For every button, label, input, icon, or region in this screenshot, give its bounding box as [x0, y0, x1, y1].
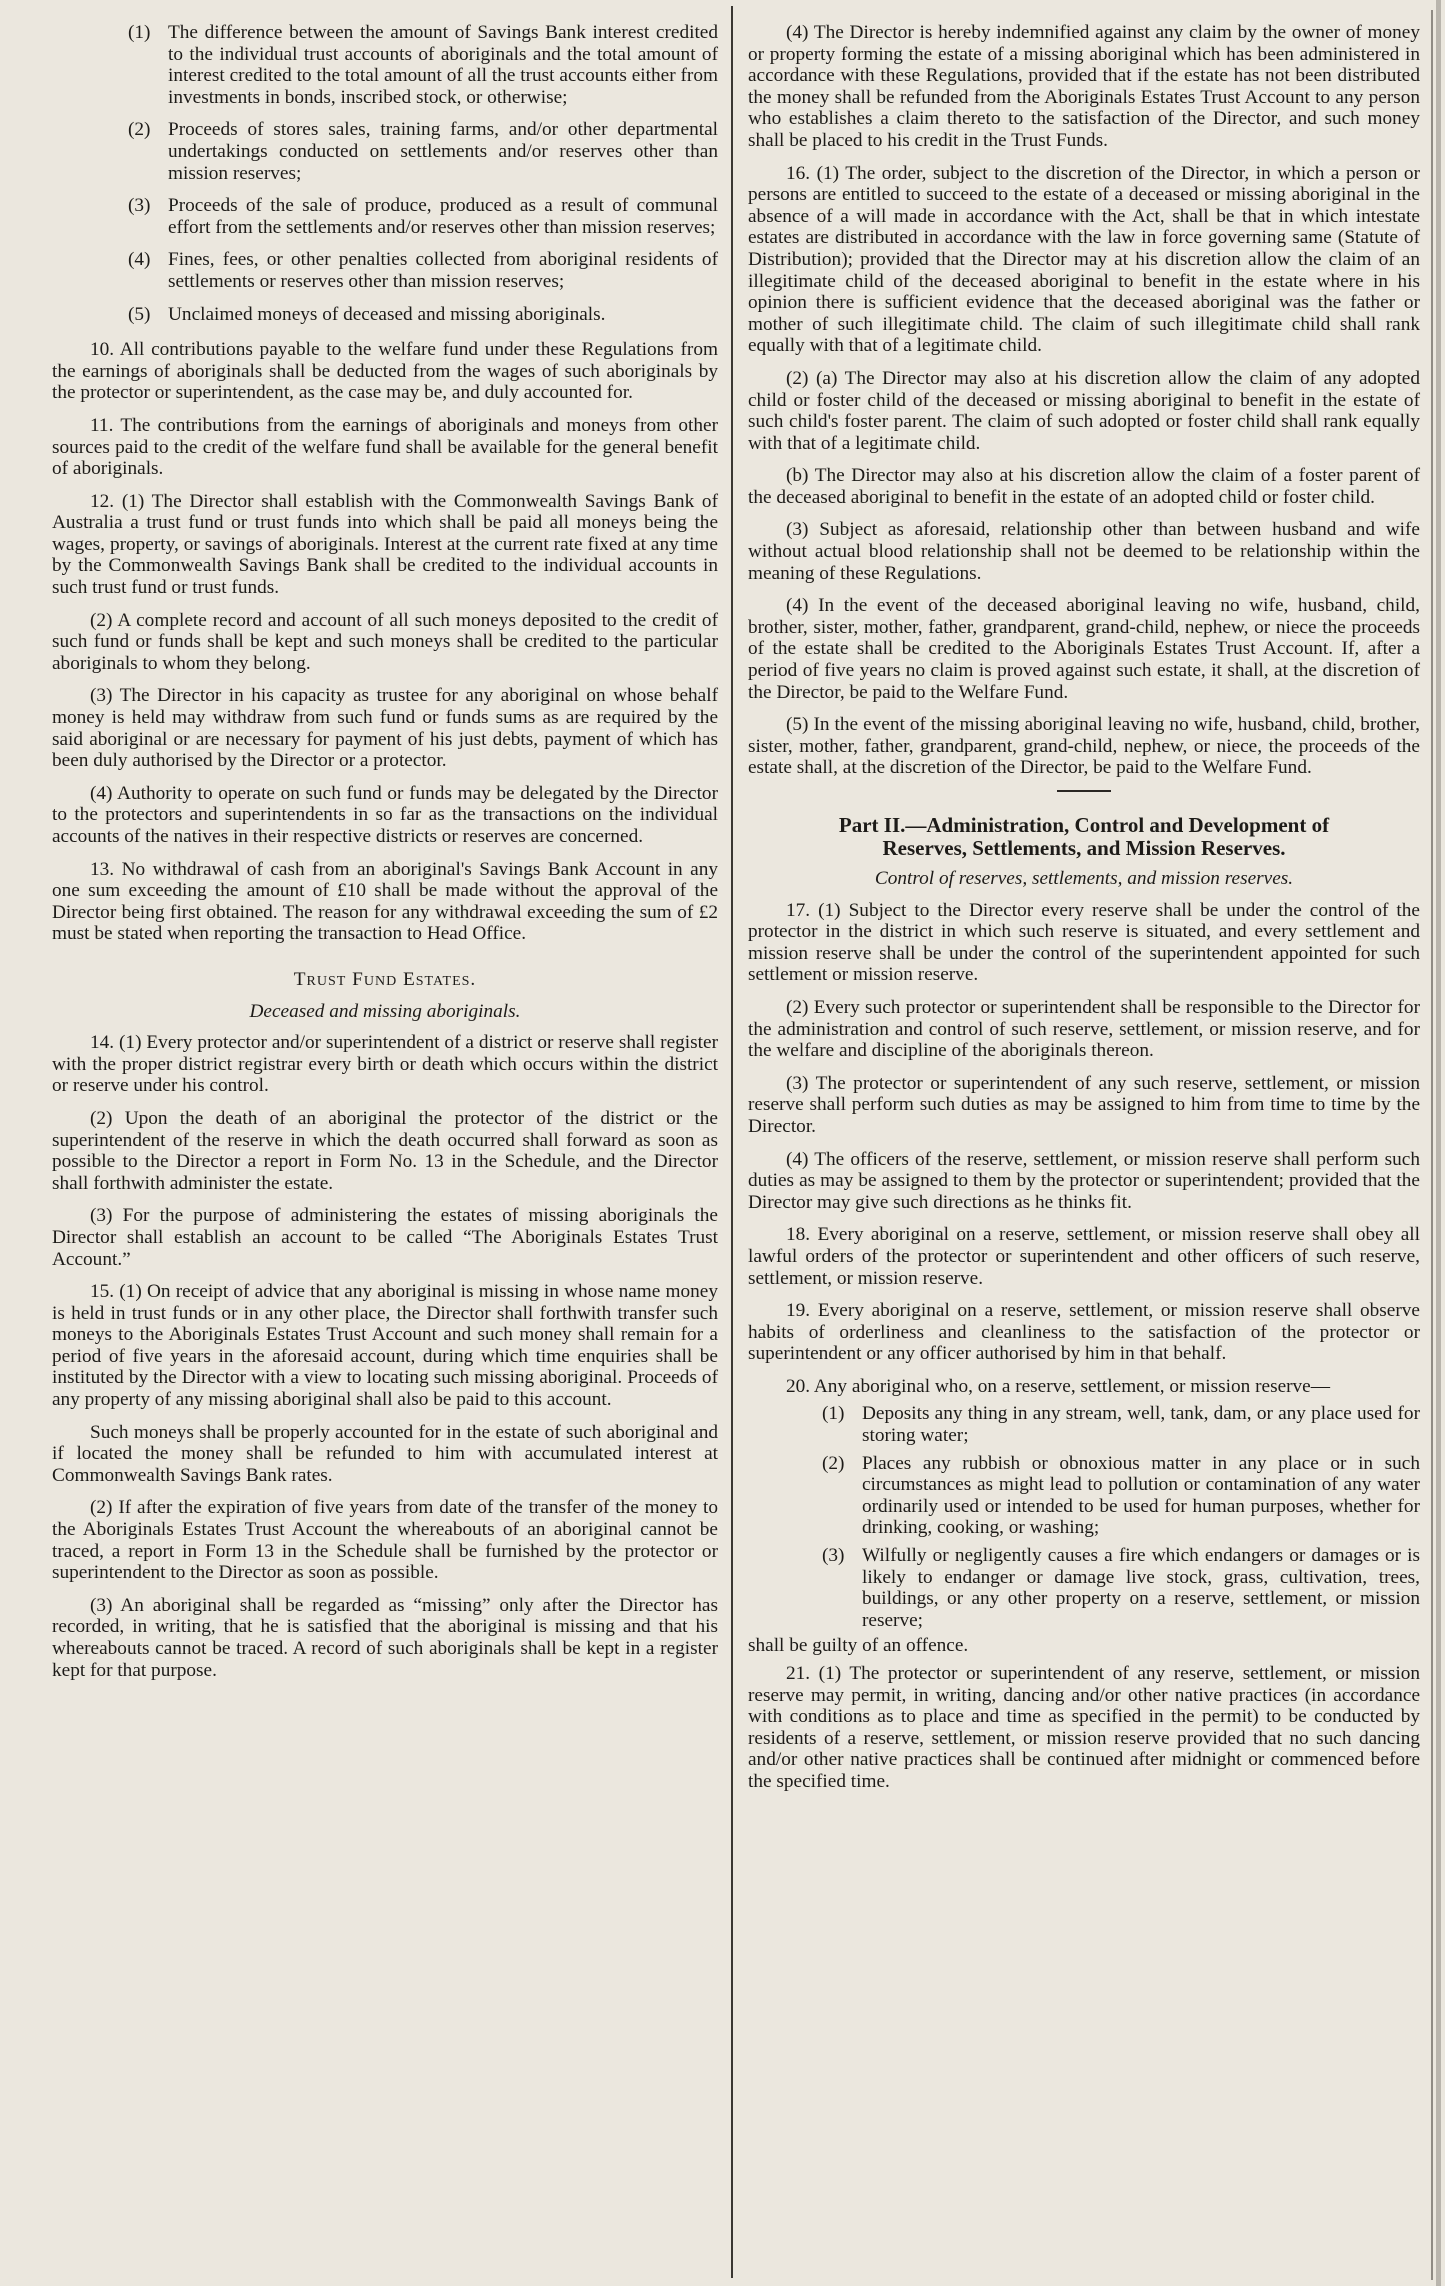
paragraph-15-2: (2) If after the expiration of five years from date of the transfer of the money to the Aboriginals Estates Trust Account the whereabouts of an aboriginal cannot be traced, a report in Form 13 in the Schedule shall be furnished by the protector or superintendent to the Director as soon as possible.: [52, 1497, 718, 1584]
list-item: [748, 1545, 1420, 1631]
list-item-number: (3): [128, 195, 151, 217]
list-item-number: (1): [128, 22, 151, 43]
list-item-number: (1): [822, 1403, 845, 1425]
list-item-text: Proceeds of the sale of produce, produced as a result of communal effort from the settlements and/or reserves other than mission reserves;: [168, 195, 718, 238]
paragraph-12-1: 12. (1) The Director shall establish with the Commonwealth Savings Bank of Australia a trust fund or trust funds into which shall be paid all moneys being the wages, property, or savings of aboriginals. Interest at the current rate fixed at any time by the Commonwealth Savings Bank shall be credited to the individual accounts in such trust fund or trust funds.: [52, 490, 718, 599]
list-item: [748, 1403, 1420, 1446]
section-heading: Trust Fund Estates.: [293, 968, 477, 990]
list-item: [52, 304, 718, 326]
list-item-text: Wilfully or negligently causes a fire which endangers or damages or is likely to endanger or damage live stock, grass, cultivation, trees, buildings, or any other property on a reserve, settlement, or mission reserve;: [862, 1545, 1420, 1631]
paragraph-16-2a: (2) (a) The Director may also at his discretion allow the claim of any adopted child or foster child of the deceased or missing aboriginal to benefit in the estate of such child's foster parent. The claim of such adopted or foster child shall rank equally with that of a legitimate child.: [748, 367, 1420, 454]
paragraph-20: 20. Any aboriginal who, on a reserve, settlement, or mission reserve—: [786, 1375, 1331, 1397]
column-divider: [731, 6, 733, 2278]
paragraph-16-3: (3) Subject as aforesaid, relationship other than between husband and wife without actual blood relationship shall not be deemed to be relationship within the meaning of these Regulations.: [748, 519, 1420, 584]
part-title-line-2: Reserves, Settlements, and Mission Reserves.: [882, 836, 1286, 860]
paragraph-14-2: (2) Upon the death of an aboriginal the protector of the district or the superintendent of the reserve in which the death occurred shall forward as soon as possible to the Director a report in Form No. 13 in the Schedule, and the Director shall forthwith administer the estate.: [52, 1107, 718, 1194]
paragraph-18: 18. Every aboriginal on a reserve, settlement, or mission reserve shall obey all lawful orders of the protector or superintendent and other officers of such reserve, settlement, or mission reserve.: [748, 1224, 1420, 1289]
paragraph-15-note: Such moneys shall be properly accounted for in the estate of such aboriginal and if located the money shall be refunded to him with accumulated interest at Commonwealth Savings Bank rates.: [52, 1421, 718, 1486]
list-item-text: Deposits any thing in any stream, well, tank, dam, or any place used for storing water;: [862, 1403, 1420, 1447]
paragraph-12-3: (3) The Director in his capacity as trustee for any aboriginal on whose behalf money is held may withdraw from such fund or funds sums as are required by the said aboriginal or are necessary for payment of his just debts, payment of which has been duly authorised by the Director or a protector.: [52, 685, 718, 772]
paragraph-15-1: 15. (1) On receipt of advice that any aboriginal is missing in whose name money is held in trust funds or in any other place, the Director shall forthwith transfer such moneys to the Aboriginals Estates Trust Account and such money shall remain for a period of five years in the aforesaid account, during which time enquiries shall be instituted by the Director with a view to locating such missing aboriginal. Proceeds of any property of any missing aboriginal shall also be paid to this account.: [52, 1281, 718, 1411]
page-edge-line: [1431, 10, 1433, 2280]
list-item-number: (5): [128, 303, 151, 325]
list-item: [52, 119, 718, 184]
paragraph-20-conclusion: shall be guilty of an offence.: [748, 1635, 969, 1657]
paragraph-16-4: (4) In the event of the deceased aboriginal leaving no wife, husband, child, brother, sister, mother, father, grandparent, grand-child, nephew, or niece the proceeds of the estate shall be credited to the Aboriginals Estates Trust Account. If, after a period of five years no claim is proved against such estate, it shall, at the discretion of the Director, be paid to the Welfare Fund.: [748, 595, 1420, 703]
list-item-text: Fines, fees, or other penalties collected from aboriginal residents of settlements or reserves other than mission reserves;: [168, 249, 718, 292]
subsection-heading: Control of reserves, settlements, and mission reserves.: [874, 868, 1294, 889]
part-title: [748, 814, 1420, 860]
part-title-line-1: Part II.—Administration, Control and Development of: [838, 813, 1330, 837]
paragraph-14-3: (3) For the purpose of administering the estates of missing aboriginals the Director shall establish an account to be called “The Aboriginals Estates Trust Account.”: [52, 1205, 718, 1270]
subsection-heading: Deceased and missing aboriginals.: [249, 1000, 521, 1022]
list-item-number: (2): [128, 119, 151, 141]
list-item: [52, 22, 718, 108]
paragraph-12-2: (2) A complete record and account of all such moneys deposited to the credit of such fund or funds shall be kept and such moneys shall be credited to the particular aboriginals to whom they belong.: [52, 609, 718, 674]
list-item-number: (3): [822, 1545, 845, 1567]
paragraph-10: 10. All contributions payable to the welfare fund under these Regulations from the earnings of aboriginals shall be deducted from the wages of such aboriginals by the protector or superintendent, as the case may be, and duly accounted for.: [52, 339, 718, 404]
paragraph-12-4: (4) Authority to operate on such fund or funds may be delegated by the Director to the protectors and superintendents in so far as the transactions on the individual accounts of the natives in their respective districts or reserves are concerned.: [52, 782, 718, 847]
left-column: [52, 22, 718, 1692]
paragraph-17-1: 17. (1) Subject to the Director every reserve shall be under the control of the protector in the district in which such reserve is situated, and every settlement and mission reserve shall be under the control of the superintendent appointed for such settlement or mission reserve.: [748, 899, 1420, 986]
paragraph-17-2: (2) Every such protector or superintendent shall be responsible to the Director for the administration and control of such reserve, settlement, or mission reserve, and for the welfare and discipline of the aboriginals thereon.: [748, 996, 1420, 1062]
paragraph-13: 13. No withdrawal of cash from an aboriginal's Savings Bank Account in any one sum exceeding the amount of £10 shall be made without the approval of the Director being first obtained. The reason for any withdrawal exceeding the sum of £2 must be stated when reporting the transaction to Head Office.: [52, 858, 718, 945]
list-item-text: The difference between the amount of Savings Bank interest credited to the individual trust accounts of aboriginals and the total amount of interest credited to the total amount of all the trust accounts either from investments in bonds, inscribed stock, or otherwise;: [168, 22, 718, 108]
paragraph-19: 19. Every aboriginal on a reserve, settlement, or mission reserve shall observe habits of orderliness and cleanliness to the satisfaction of the protector or superintendent or any officer authorised by him in that behalf.: [748, 1300, 1420, 1365]
paragraph-21: 21. (1) The protector or superintendent of any reserve, settlement, or mission reserve may permit, in writing, dancing and/or other native practices (in accordance with conditions as to place and time as specified in the permit) to be conducted by residents of a reserve, settlement, or mission reserve provided that no such dancing and/or other native practices shall be continued after midnight or commenced before the specified time.: [748, 1663, 1420, 1792]
list-item-text: Unclaimed moneys of deceased and missing aboriginals.: [168, 303, 606, 325]
list-item-text: Places any rubbish or obnoxious matter in any place or in such circumstances as might lead to pollution or contamination of any water ordinarily used or intended to be used for human purposes, whether for drinking, cooking, or washing;: [862, 1452, 1420, 1539]
paragraph-17-4: (4) The officers of the reserve, settlement, or mission reserve shall perform such duties as may be assigned to them by the protector or superintendent; provided that the Director may give such directions as he thinks fit.: [748, 1148, 1420, 1213]
paragraph-17-3: (3) The protector or superintendent of any such reserve, settlement, or mission reserve shall perform such duties as may be assigned to him from time to time by the Director.: [748, 1072, 1420, 1137]
paragraph-15-4: (4) The Director is hereby indemnified against any claim by the owner of money or property forming the estate of a missing aboriginal which has been administered in accordance with these Regulations, provided that if the estate has not been distributed the money shall be refunded from the Aboriginals Estates Trust Account to any person who establishes a claim thereto to the satisfaction of the Director, and such money shall be placed to his credit in the Trust Funds.: [748, 22, 1420, 151]
section-separator: [1057, 790, 1111, 792]
paragraph-16-1: 16. (1) The order, subject to the discretion of the Director, in which a person or persons are entitled to succeed to the estate of a deceased or missing aboriginal in the absence of a will made in accordance with the Act, shall be that in which intestate estates are distributed in accordance with the law in force governing same (Statute of Distribution); provided that the Director may at his discretion allow the claim of an illegitimate child of the deceased aboriginal to benefit in the estate where in his opinion there is sufficient evidence that the deceased aboriginal was the father or mother of such illegitimate child. The claim of such illegitimate child shall rank equally with that of a legitimate child.: [748, 162, 1420, 357]
paragraph-16-2b: (b) The Director may also at his discretion allow the claim of a foster parent of the deceased aboriginal to benefit in the estate of an adopted child or foster child.: [748, 465, 1420, 508]
right-column: [748, 22, 1420, 1804]
paragraph-14-1: 14. (1) Every protector and/or superintendent of a district or reserve shall register with the proper district registrar every birth or death which occurs within the district or reserve under his control.: [52, 1032, 718, 1097]
list-item: [52, 249, 718, 292]
list-item-number: (4): [128, 249, 151, 271]
list-item-number: (2): [822, 1452, 845, 1474]
list-item-text: Proceeds of stores sales, training farms, and/or other departmental undertakings conducted on settlements and/or reserves other than mission reserves;: [168, 119, 718, 184]
paragraph-15-3: (3) An aboriginal shall be regarded as “missing” only after the Director has recorded, in writing, that he is satisfied that the aboriginal is missing and that his whereabouts cannot be traced. A record of such aboriginals shall be kept in a register kept for that purpose.: [52, 1594, 718, 1681]
list-item: [52, 195, 718, 238]
list-item: [748, 1453, 1420, 1539]
page-edge-shadow: [1436, 0, 1441, 2286]
paragraph-16-5: (5) In the event of the missing aboriginal leaving no wife, husband, child, brother, sister, mother, father, grandparent, grand-child, nephew, or niece, the proceeds of the estate shall, at the discretion of the Director, be paid to the Welfare Fund.: [748, 714, 1420, 779]
paragraph-11: 11. The contributions from the earnings of aboriginals and moneys from other sources paid to the credit of the welfare fund shall be available for the general benefit of aboriginals.: [52, 414, 718, 480]
